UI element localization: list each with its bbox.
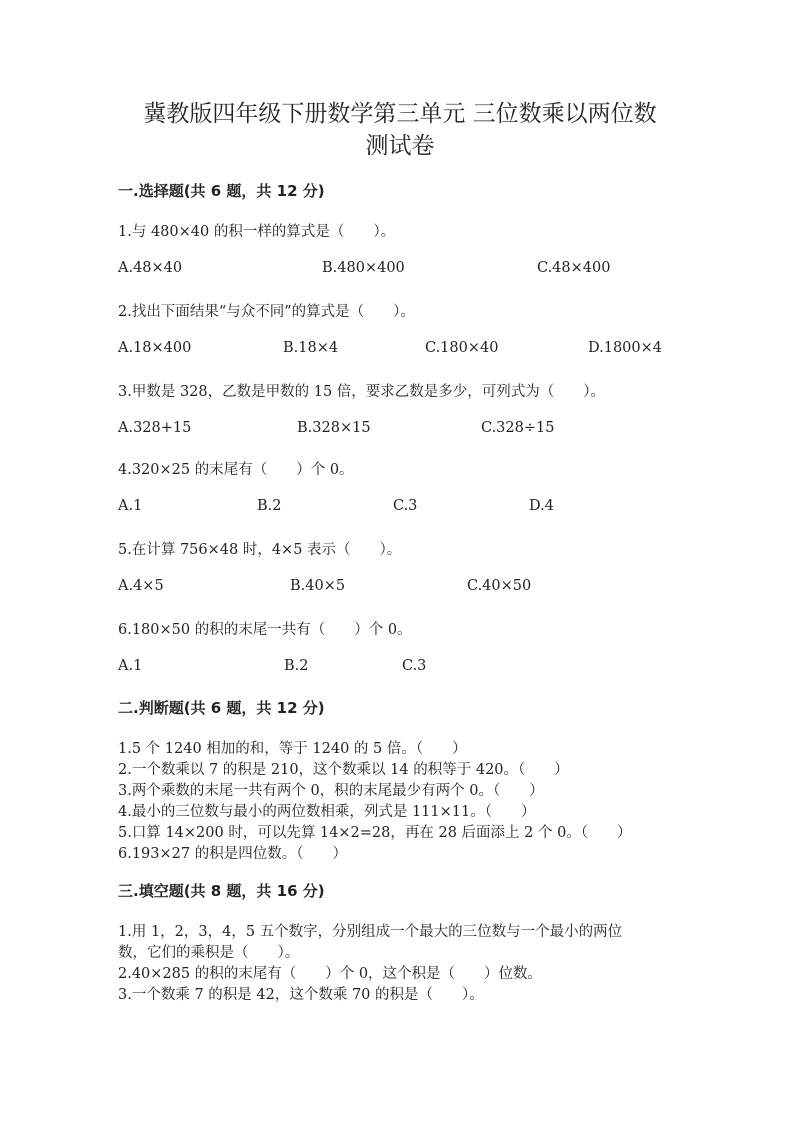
option: B.18×4 [283,340,339,356]
question-text: 6.180×50 的积的末尾一共有（ ）个 0。 [118,622,412,638]
judgement-item: 6.193×27 的积是四位数。（ ） [118,846,347,862]
option: A.328+15 [118,420,192,436]
option: C.40×50 [467,578,532,594]
option: B.2 [257,498,282,514]
option: C.3 [393,498,418,514]
question-text: 5.在计算 756×48 时，4×5 表示（ ）。 [118,542,402,558]
fill-blank-item: 2.40×285 的积的末尾有（ ）个 0，这个积是（ ）位数。 [118,966,543,982]
option: C.3 [402,658,427,674]
fill-blank-item-continued: 数，它们的乘积是（ ）。 [118,945,300,961]
question-text: 1.与 480×40 的积一样的算式是（ ）。 [118,224,396,240]
question-text: 3.甲数是 328，乙数是甲数的 15 倍，要求乙数是多少，可列式为（ ）。 [118,384,606,400]
judgement-item: 5.口算 14×200 时，可以先算 14×2=28，再在 28 后面添上 2 个 0。（ ） [118,825,632,841]
option: A.4×5 [118,578,164,594]
option: B.480×400 [322,260,405,276]
option: A.1 [118,498,143,514]
question-text: 4.320×25 的末尾有（ ）个 0。 [118,462,354,478]
judgement-item: 3.两个乘数的末尾一共有两个 0，积的末尾最少有两个 0。（ ） [118,783,544,799]
option: A.18×400 [118,340,192,356]
judgement-item: 2.一个数乘以 7 的积是 210，这个数乘以 14 的积等于 420。（ ） [118,762,569,778]
section-heading-fill-blank: 三.填空题(共 8 题，共 16 分) [118,882,325,900]
section-heading-choice: 一.选择题(共 6 题，共 12 分) [118,182,325,200]
fill-blank-item: 1.用 1，2，3，4，5 五个数字，分别组成一个最大的三位数与一个最小的两位 [118,924,623,940]
page-title-continued: 测试卷 [365,133,435,159]
section-heading-judgement: 二.判断题(共 6 题，共 12 分) [118,699,325,717]
option: B.40×5 [290,578,346,594]
fill-blank-item: 3.一个数乘 7 的积是 42，这个数乘 70 的积是（ ）。 [118,987,484,1003]
option: C.48×400 [537,260,611,276]
judgement-item: 1.5 个 1240 相加的和，等于 1240 的 5 倍。（ ） [118,741,467,757]
option: B.2 [284,658,309,674]
option: D.4 [529,498,554,514]
question-text: 2.找出下面结果“与众不同”的算式是（ ）。 [118,304,415,320]
judgement-item: 4.最小的三位数与最小的两位数相乘，列式是 111×11。（ ） [118,804,536,820]
option: A.48×40 [118,260,183,276]
option: C.180×40 [425,340,499,356]
option: C.328÷15 [481,420,555,436]
option: A.1 [118,658,143,674]
page-title: 冀教版四年级下册数学第三单元 三位数乘以两位数 [143,101,657,127]
option: D.1800×4 [588,340,662,356]
option: B.328×15 [297,420,371,436]
